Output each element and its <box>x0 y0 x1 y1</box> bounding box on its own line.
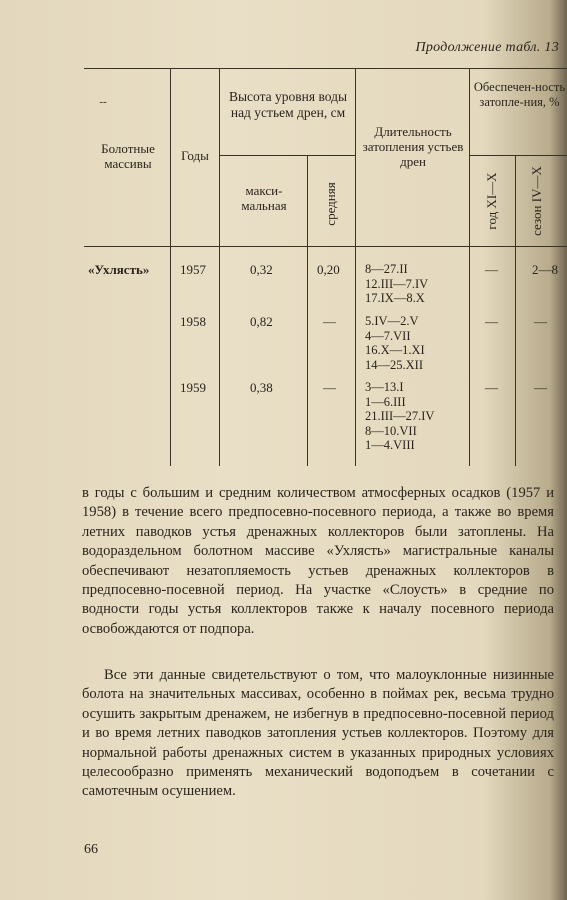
cell-height-max: 0,38 <box>250 380 273 395</box>
table-header-rule <box>84 246 567 247</box>
header-massif: Болотные массивы <box>101 141 155 171</box>
column-divider <box>355 68 356 466</box>
cell-height-avg: — <box>323 314 336 329</box>
cell-supply-season: — <box>534 380 547 395</box>
header-supply-season: сезон IV—X <box>529 166 544 236</box>
cell-supply-season: — <box>534 314 547 329</box>
cell-duration: 8—27.II 12.III—7.IV 17.IX—8.X <box>365 262 429 306</box>
column-divider <box>219 68 220 466</box>
cell-height-max: 0,32 <box>250 262 273 277</box>
table-continuation-caption: Продолжение табл. 13 <box>415 40 559 55</box>
page-number: 66 <box>84 842 98 857</box>
column-divider <box>515 155 516 466</box>
header-duration: Длительность затопления устьев дрен <box>362 124 464 169</box>
header-water-height: Высота уровня воды над устьем дрен, см <box>228 89 348 120</box>
cell-massif: «Ухлясть» <box>88 262 150 277</box>
column-divider <box>469 68 470 466</box>
cell-supply-year: — <box>485 380 498 395</box>
header-height-max: макси-мальная <box>241 183 287 213</box>
header-height-avg: средняя <box>323 182 338 226</box>
subheader-rule <box>469 155 567 156</box>
cell-year: 1959 <box>180 380 206 395</box>
cell-height-max: 0,82 <box>250 314 273 329</box>
cell-supply-season: 2—8 <box>532 262 558 277</box>
body-paragraph-2: Все эти данные свидетельствуют о том, что малоуклонные низинные болота на значительных массивах, особенно в поймах рек, весьма трудно осушить закрытым дренажем, не избегнув в предпосевно-посевной период и во время летних паводков затопления устьев коллекторов. Поэтому для нормальной работы дренажных систем в указанных природных условиях целесообразно применять механический водоподъем в сочетании с самотечным осушением. <box>82 667 554 800</box>
body-paragraph-1: в годы с большим и средним количеством атмосферных осадков (1957 и 1958) в течение всего предпосевно-посевного периода, а также во время летних паводков устья дренажных коллекторов были затоплены. На водораздельном болотном массиве «Ухлясть» магистральные каналы обеспечивают незатопляемость устьев дренажных коллекторов в предпосевно-посевной период. На участке «Слоусть» в средние по водности годы устья коллекторов также к началу посевного периода освобождаются от подпора. <box>82 485 554 637</box>
column-divider <box>170 68 171 466</box>
cell-duration: 3—13.I 1—6.III 21.III—27.IV 8—10.VII 1—4.VIII <box>365 380 435 453</box>
cell-duration: 5.IV—2.V 4—7.VII 16.X—1.XI 14—25.XII <box>365 314 425 372</box>
cell-height-avg: 0,20 <box>317 262 340 277</box>
table-top-rule <box>84 68 567 69</box>
cell-supply-year: — <box>485 314 498 329</box>
header-dash-mark: -- <box>99 96 107 108</box>
cell-supply-year: — <box>485 262 498 277</box>
header-supply: Обеспечен-ность затопле-ния, % <box>473 80 566 109</box>
column-divider <box>307 155 308 466</box>
cell-year: 1957 <box>180 262 206 277</box>
header-years: Годы <box>181 148 209 163</box>
subheader-rule <box>219 155 355 156</box>
header-supply-year: год XI—X <box>484 172 499 230</box>
cell-height-avg: — <box>323 380 336 395</box>
cell-year: 1958 <box>180 314 206 329</box>
